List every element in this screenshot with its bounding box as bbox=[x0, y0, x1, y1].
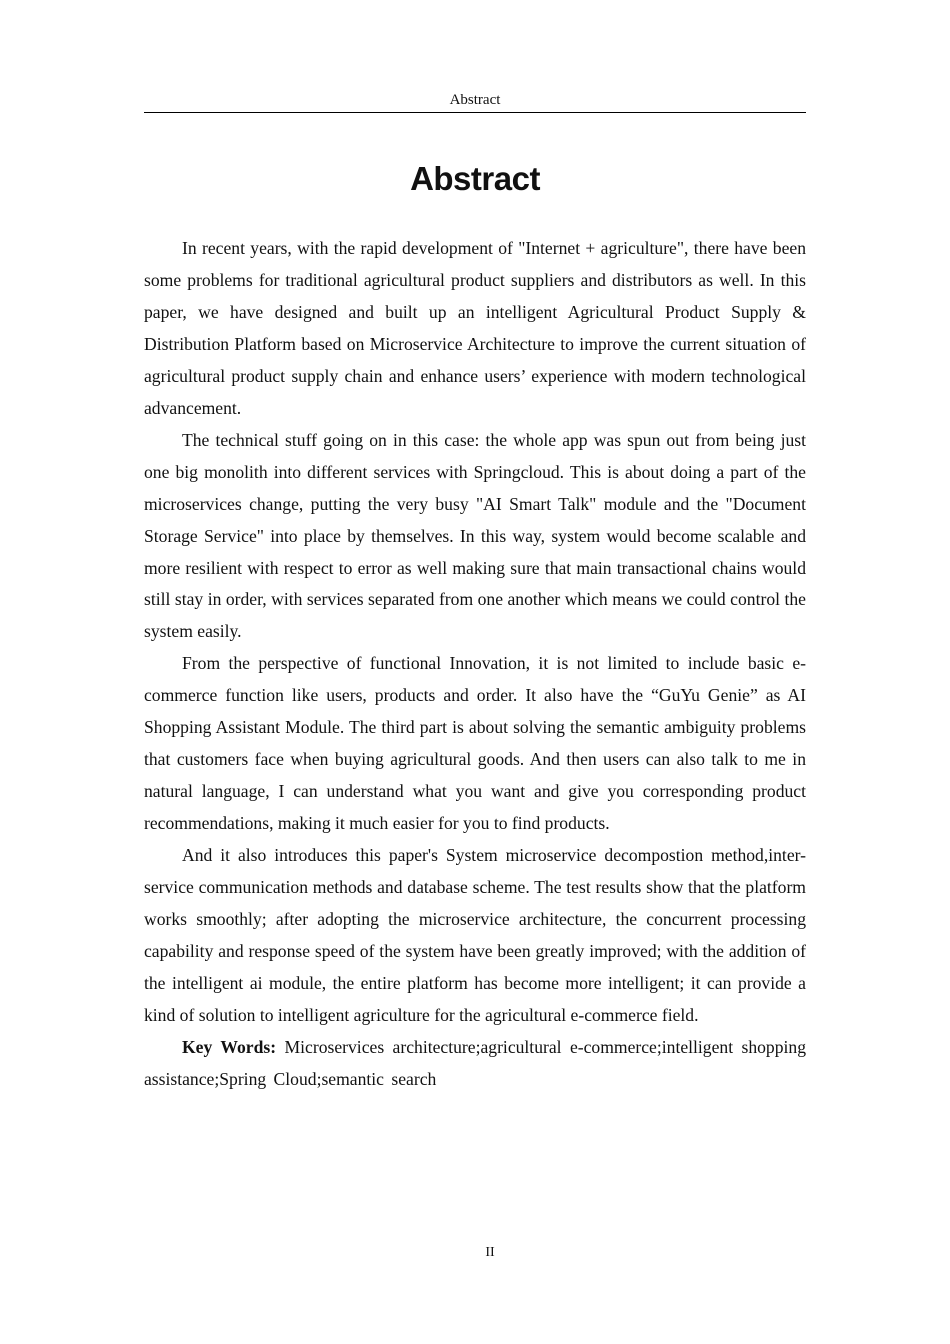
abstract-paragraph-2: The technical stuff going on in this case: the whole app was spun out from being just one big monolith into different services with Springcloud. This is about doing a part of the microservices change, putting the very busy "AI Smart Talk" module and the "Document Storage Service" into place by themselves. In this way, system would become scalable and more resilient with respect to error as well making sure that main transactional chains would still stay in order, with services separated from one another which means we could control the system easily. bbox=[144, 429, 806, 642]
running-header: Abstract bbox=[449, 92, 501, 108]
keywords-line bbox=[144, 1032, 806, 1096]
abstract-paragraph-3: From the perspective of functional Innovation, it is not limited to include basic e-commerce function like users, products and order. It also have the “GuYu Genie” as AI Shopping Assistant Module. The third part is about solving the semantic ambiguity problems that customers face when buying agricultural goods. And then users can also talk to me in natural language, I can understand what you want and give you corresponding product recommendations, making it much easier for you to find products. bbox=[144, 653, 806, 834]
page-title: Abstract bbox=[410, 160, 540, 197]
keywords-text: Microservices architecture;agricultural e-commerce;intelligent shopping assistance;Spring Cloud;semantic search bbox=[144, 1036, 807, 1089]
abstract-paragraph-1: In recent years, with the rapid development of "Internet + agriculture", there have been some problems for traditional agricultural product suppliers and distributors as well. In this paper, we have designed and built up an intelligent Agricultural Product Supply & Distribution Platform based on Microservice Architecture to improve the current situation of agricultural product supply chain and enhance users’ experience with modern technological advancement. bbox=[144, 238, 806, 418]
abstract-body bbox=[144, 233, 806, 1096]
keywords-label: Key Words: bbox=[182, 1036, 277, 1057]
header-rule bbox=[144, 112, 806, 113]
page-number: II bbox=[485, 1245, 495, 1260]
abstract-paragraph-4: And it also introduces this paper's System microservice decompostion method,inter-service communication methods and database scheme. The test results show that the platform works smoothly; after adopting the microservice architecture, the concurrent processing capability and response speed of the system have been greatly improved; with the addition of the intelligent ai module, the entire platform has become more intelligent; it can provide a kind of solution to intelligent agriculture for the agricultural e-commerce field. bbox=[144, 845, 806, 1025]
